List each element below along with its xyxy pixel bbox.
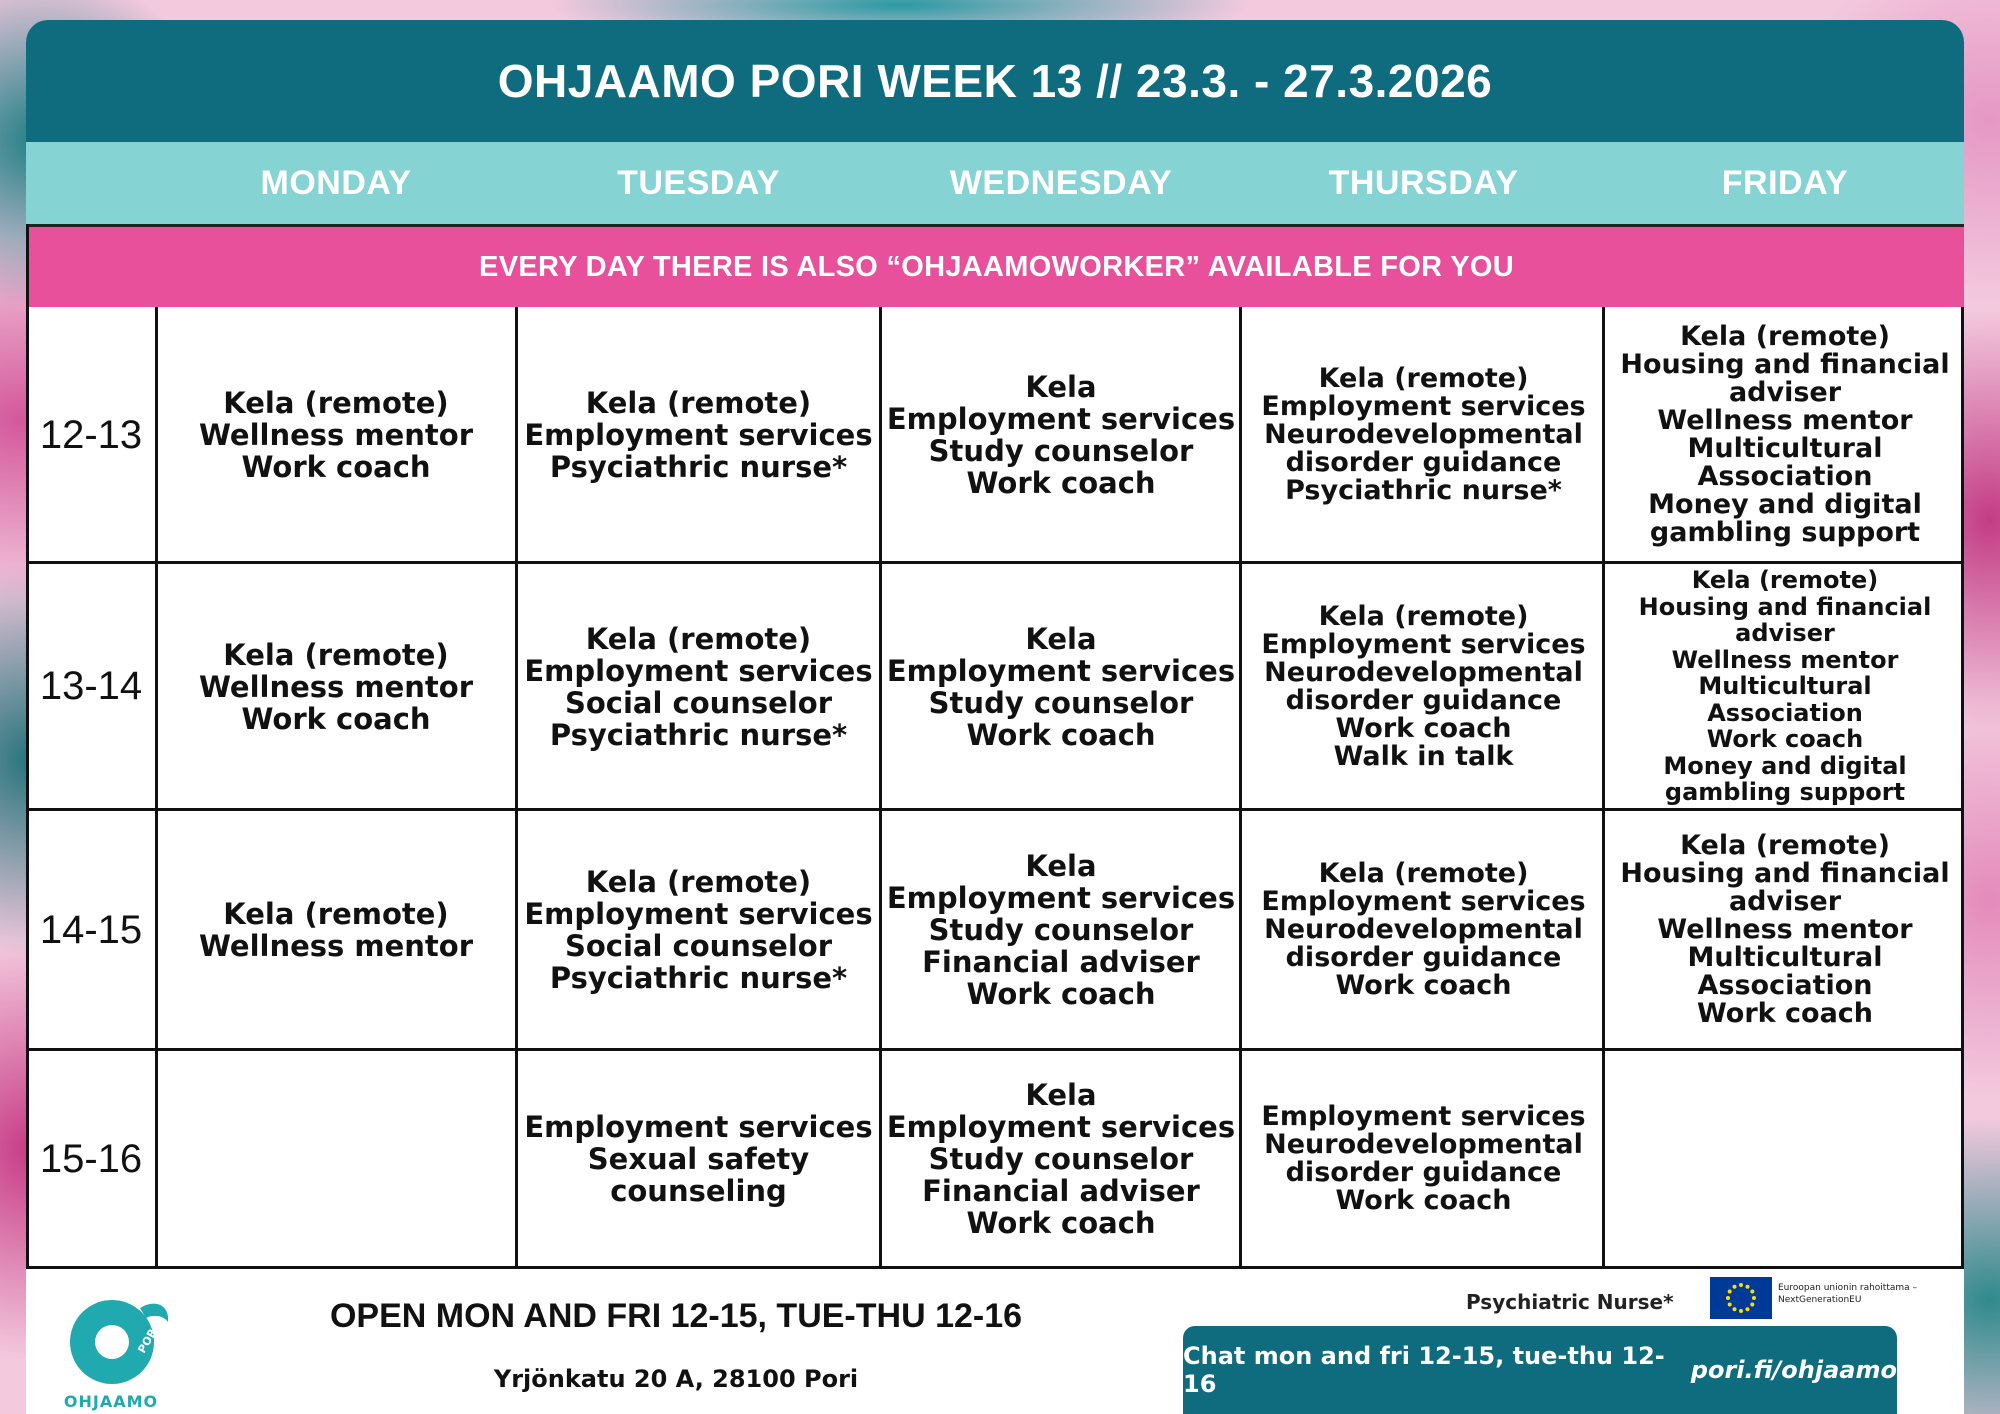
- service-item: Work coach: [1335, 1185, 1512, 1216]
- time-slot-13-14: 13-14: [39, 664, 143, 708]
- service-item: adviser: [1728, 377, 1842, 408]
- service-item: disorder guidance: [1285, 1157, 1562, 1188]
- service-item: Kela (remote): [223, 386, 449, 420]
- day-thursday: THURSDAY: [1328, 164, 1519, 202]
- service-item: Employment services: [1261, 1101, 1586, 1132]
- cell-friday-15-16: [1606, 1050, 1964, 1268]
- cell-friday-12-13: [1606, 307, 1964, 563]
- service-item: Neurodevelopmental: [1264, 914, 1583, 945]
- chat-hours: Chat mon and fri 12-15, tue-thu 12-16: [1183, 1342, 1665, 1398]
- service-item: Neurodevelopmental: [1264, 1129, 1583, 1160]
- page-title: OHJAAMO PORI WEEK 13 // 23.3. - 27.3.2026: [26, 20, 1964, 142]
- service-item: Housing and financial: [1620, 858, 1950, 889]
- cell-monday-13-14: [156, 563, 516, 810]
- service-item: Multicultural: [1698, 672, 1872, 701]
- service-item: Psyciathric nurse*: [549, 961, 848, 995]
- service-item: Study counselor: [928, 685, 1194, 720]
- service-item: Kela (remote): [585, 386, 812, 420]
- service-item: Employment services: [886, 1110, 1236, 1144]
- service-item: Employment services: [1261, 886, 1586, 917]
- service-item: Wellness mentor: [1657, 405, 1913, 436]
- cell-monday-14-15: [156, 810, 516, 1050]
- service-item: Sexual safety: [587, 1142, 810, 1176]
- cell-wednesday-12-13: [881, 307, 1241, 563]
- service-item: Financial adviser: [922, 1174, 1200, 1208]
- service-item: Association: [1707, 698, 1863, 727]
- service-item: Kela (remote): [1318, 858, 1529, 889]
- service-item: Work coach: [1696, 998, 1874, 1029]
- service-item: Study counselor: [928, 434, 1194, 468]
- service-item: Employment services: [524, 1110, 873, 1144]
- service-item: Wellness mentor: [198, 669, 474, 704]
- service-item: Employment services: [524, 897, 873, 931]
- service-item: counseling: [610, 1174, 787, 1208]
- cell-thursday-12-13: [1241, 307, 1606, 563]
- service-item: Work coach: [966, 977, 1156, 1011]
- service-item: Work coach: [966, 1206, 1156, 1240]
- service-item: disorder guidance: [1285, 684, 1562, 716]
- service-item: Kela: [1025, 1078, 1097, 1112]
- schedule-card: [26, 20, 1964, 1414]
- service-item: Multicultural: [1687, 433, 1883, 464]
- service-item: Neurodevelopmental: [1264, 419, 1583, 450]
- day-wednesday: WEDNESDAY: [949, 164, 1173, 202]
- service-item: Employment services: [886, 653, 1236, 688]
- logo-text: OHJAAMO: [63, 1392, 159, 1411]
- cell-friday-13-14: [1606, 563, 1964, 810]
- service-item: Social counselor: [564, 685, 833, 720]
- service-item: Kela (remote): [1680, 830, 1890, 861]
- day-monday: MONDAY: [260, 164, 412, 202]
- service-item: Kela (remote): [585, 865, 812, 899]
- service-item: Kela: [1025, 621, 1097, 656]
- service-item: gambling support: [1649, 517, 1921, 548]
- service-item: Psyciathric nurse*: [1285, 475, 1562, 506]
- cell-tuesday-15-16: [516, 1050, 881, 1268]
- day-friday: FRIDAY: [1721, 164, 1849, 202]
- service-item: Walk in talk: [1333, 740, 1514, 772]
- service-item: Wellness mentor: [1671, 645, 1899, 674]
- service-item: Neurodevelopmental: [1264, 656, 1583, 688]
- service-item: Kela (remote): [1691, 566, 1879, 595]
- cell-wednesday-14-15: [881, 810, 1241, 1050]
- service-item: Study counselor: [928, 1142, 1194, 1176]
- logo-small-text: PORI: [135, 1323, 162, 1356]
- cell-wednesday-13-14: [881, 563, 1241, 810]
- service-item: disorder guidance: [1285, 942, 1562, 973]
- chat-link[interactable]: pori.fi/ohjaamo: [1690, 1356, 1897, 1384]
- service-item: Wellness mentor: [198, 418, 474, 452]
- cell-monday-12-13: [156, 307, 516, 563]
- opening-hours: OPEN MON AND FRI 12-15, TUE-THU 12-16: [329, 1297, 1023, 1335]
- service-item: Work coach: [966, 466, 1156, 500]
- service-item: adviser: [1735, 619, 1835, 648]
- time-slot-12-13: 12-13: [39, 412, 143, 457]
- chat-banner[interactable]: [1183, 1326, 1897, 1414]
- service-item: Employment services: [1261, 391, 1586, 422]
- service-item: Employment services: [886, 881, 1236, 915]
- address: Yrjönkatu 20 A, 28100 Pori: [493, 1365, 859, 1393]
- service-item: Work coach: [241, 701, 431, 736]
- service-item: Kela: [1025, 849, 1097, 883]
- service-item: Kela (remote): [223, 637, 449, 672]
- service-item: Employment services: [524, 653, 873, 688]
- cell-tuesday-13-14: [516, 563, 881, 810]
- service-item: Work coach: [1706, 725, 1864, 754]
- service-item: Kela (remote): [1318, 363, 1529, 394]
- eu-flag-icon: [1710, 1277, 1772, 1319]
- cell-wednesday-15-16: [881, 1050, 1241, 1268]
- time-slot-14-15: 14-15: [39, 907, 143, 952]
- service-item: Housing and financial: [1620, 349, 1950, 380]
- time-slot-15-16: 15-16: [39, 1136, 143, 1181]
- service-item: Money and digital: [1648, 489, 1922, 520]
- cell-tuesday-12-13: [516, 307, 881, 563]
- service-item: gambling support: [1664, 778, 1906, 807]
- service-item: Work coach: [1335, 970, 1512, 1001]
- service-item: Employment services: [524, 418, 873, 452]
- ohjaamoworker-notice: EVERY DAY THERE IS ALSO “OHJAAMOWORKER” AVAILABLE FOR YOU: [26, 224, 1964, 307]
- service-item: Kela (remote): [1680, 321, 1890, 352]
- cell-thursday-15-16: [1241, 1050, 1606, 1268]
- service-item: Work coach: [241, 450, 431, 484]
- service-item: Work coach: [1335, 712, 1512, 744]
- day-tuesday: TUESDAY: [617, 164, 780, 202]
- service-item: disorder guidance: [1285, 447, 1562, 478]
- weekday-header: [26, 142, 1964, 224]
- service-item: Financial adviser: [922, 945, 1200, 979]
- service-item: Money and digital: [1663, 751, 1907, 780]
- service-item: Psyciathric nurse*: [549, 717, 848, 752]
- service-item: Employment services: [1261, 628, 1586, 660]
- service-item: Wellness mentor: [198, 929, 474, 963]
- cell-thursday-14-15: [1241, 810, 1606, 1050]
- cell-friday-14-15: [1606, 810, 1964, 1050]
- psychiatric-nurse-note: Psychiatric Nurse*: [1466, 1290, 1674, 1314]
- service-item: Multicultural: [1687, 942, 1883, 973]
- service-item: Kela (remote): [223, 897, 449, 931]
- service-item: Association: [1697, 970, 1873, 1001]
- service-item: Social counselor: [564, 929, 833, 963]
- cell-monday-15-16: [156, 1050, 516, 1268]
- service-item: Kela (remote): [585, 621, 812, 656]
- service-item: adviser: [1728, 886, 1842, 917]
- service-item: Association: [1697, 461, 1873, 492]
- service-item: Work coach: [966, 717, 1156, 752]
- service-item: Study counselor: [928, 913, 1194, 947]
- service-item: Housing and financial: [1638, 592, 1932, 621]
- service-item: Wellness mentor: [1657, 914, 1913, 945]
- cell-thursday-13-14: [1241, 563, 1606, 810]
- service-item: Employment services: [886, 402, 1236, 436]
- service-item: Psyciathric nurse*: [549, 450, 848, 484]
- service-item: Kela (remote): [1318, 600, 1529, 632]
- cell-tuesday-14-15: [516, 810, 881, 1050]
- service-item: Kela: [1025, 370, 1097, 404]
- eu-funding-text: Euroopan unionin rahoittama – NextGenerationEU: [1778, 1283, 1918, 1305]
